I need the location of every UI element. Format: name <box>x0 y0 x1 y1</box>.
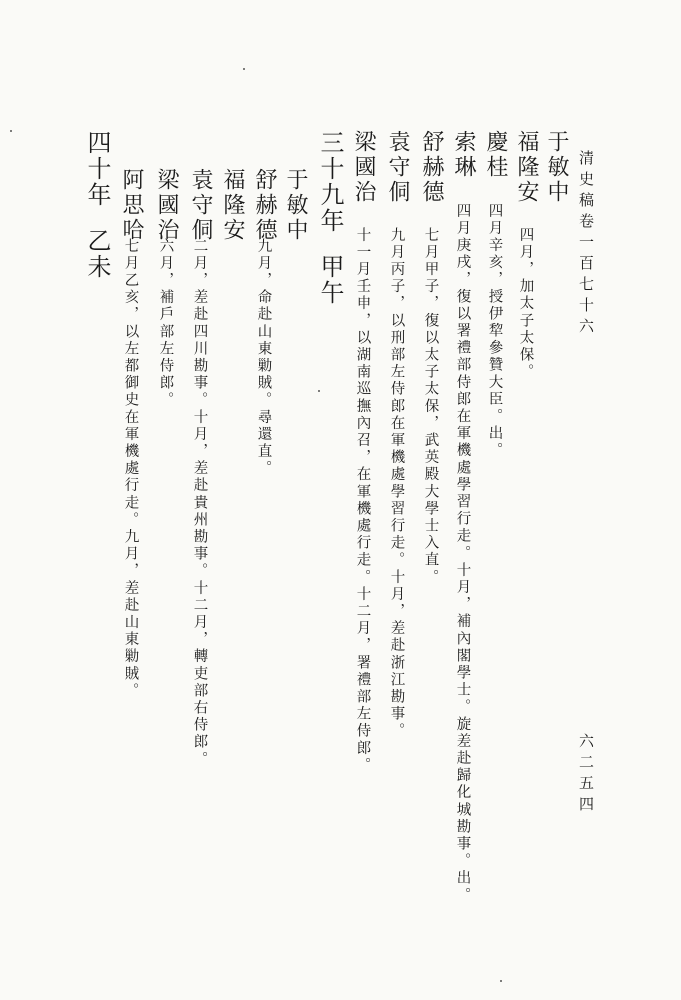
year-label: 三十九年 <box>316 130 344 234</box>
entry-note: 七月乙亥，以左都御史在軍機處行走。九月，差赴山東勦賊。 <box>122 238 139 700</box>
official-name: 福隆安 <box>220 168 245 243</box>
scan-speck <box>10 130 12 132</box>
scan-speck <box>318 390 320 392</box>
page-number: 六二五四 <box>577 733 595 817</box>
scan-speck <box>500 980 502 982</box>
book-title: 清史稿卷一百七十六 <box>577 150 595 339</box>
official-name: 袁守侗 <box>385 130 410 205</box>
official-name: 阿思哈 <box>119 168 144 243</box>
official-name: 舒赫德 <box>419 130 444 205</box>
official-name: 索琳 <box>451 130 476 180</box>
entry-note: 九月丙子，以刑部左侍郎在軍機處學習行走。十月，差赴浙江勘事。 <box>388 227 405 740</box>
entry-note: 四月，加太子太保。 <box>517 227 534 381</box>
entry-note: 六月，補戶部左侍郎。 <box>157 238 174 409</box>
entry-note: 四月庚戌，復以署禮部侍郎在軍機處學習行走。十月，補內閣學士。旋差赴歸化城勘事。出。 <box>454 203 471 905</box>
official-name: 袁守侗 <box>188 168 213 243</box>
ganzhi-label: 乙未 <box>83 228 111 280</box>
official-name: 于敏中 <box>544 130 569 205</box>
entry-note: 七月甲子，復以太子太保，武英殿大學士入直。 <box>422 227 439 587</box>
ganzhi-label: 甲午 <box>316 254 344 306</box>
official-name: 梁國治 <box>351 130 376 205</box>
entry-note: 十一月壬申，以湖南巡撫內召，在軍機處行走。十二月，署禮部左侍郎。 <box>354 227 371 775</box>
entry-note: 九月，命赴山東勦賊。尋還直。 <box>255 238 272 478</box>
year-label: 四十年 <box>83 130 111 208</box>
scan-speck <box>243 68 245 70</box>
official-name: 于敏中 <box>283 168 308 243</box>
entry-note: 四月辛亥，授伊犂參贊大臣。出。 <box>486 203 503 460</box>
official-name: 福隆安 <box>514 130 539 205</box>
entry-note: 二月，差赴四川勘事。十月，差赴貴州勘事。十二月，轉吏部右侍郎。 <box>191 238 208 769</box>
official-name: 梁國治 <box>154 168 179 243</box>
year-heading <box>85 130 109 280</box>
official-name: 舒赫德 <box>252 168 277 243</box>
year-heading <box>318 130 342 306</box>
official-name: 慶桂 <box>483 130 508 180</box>
